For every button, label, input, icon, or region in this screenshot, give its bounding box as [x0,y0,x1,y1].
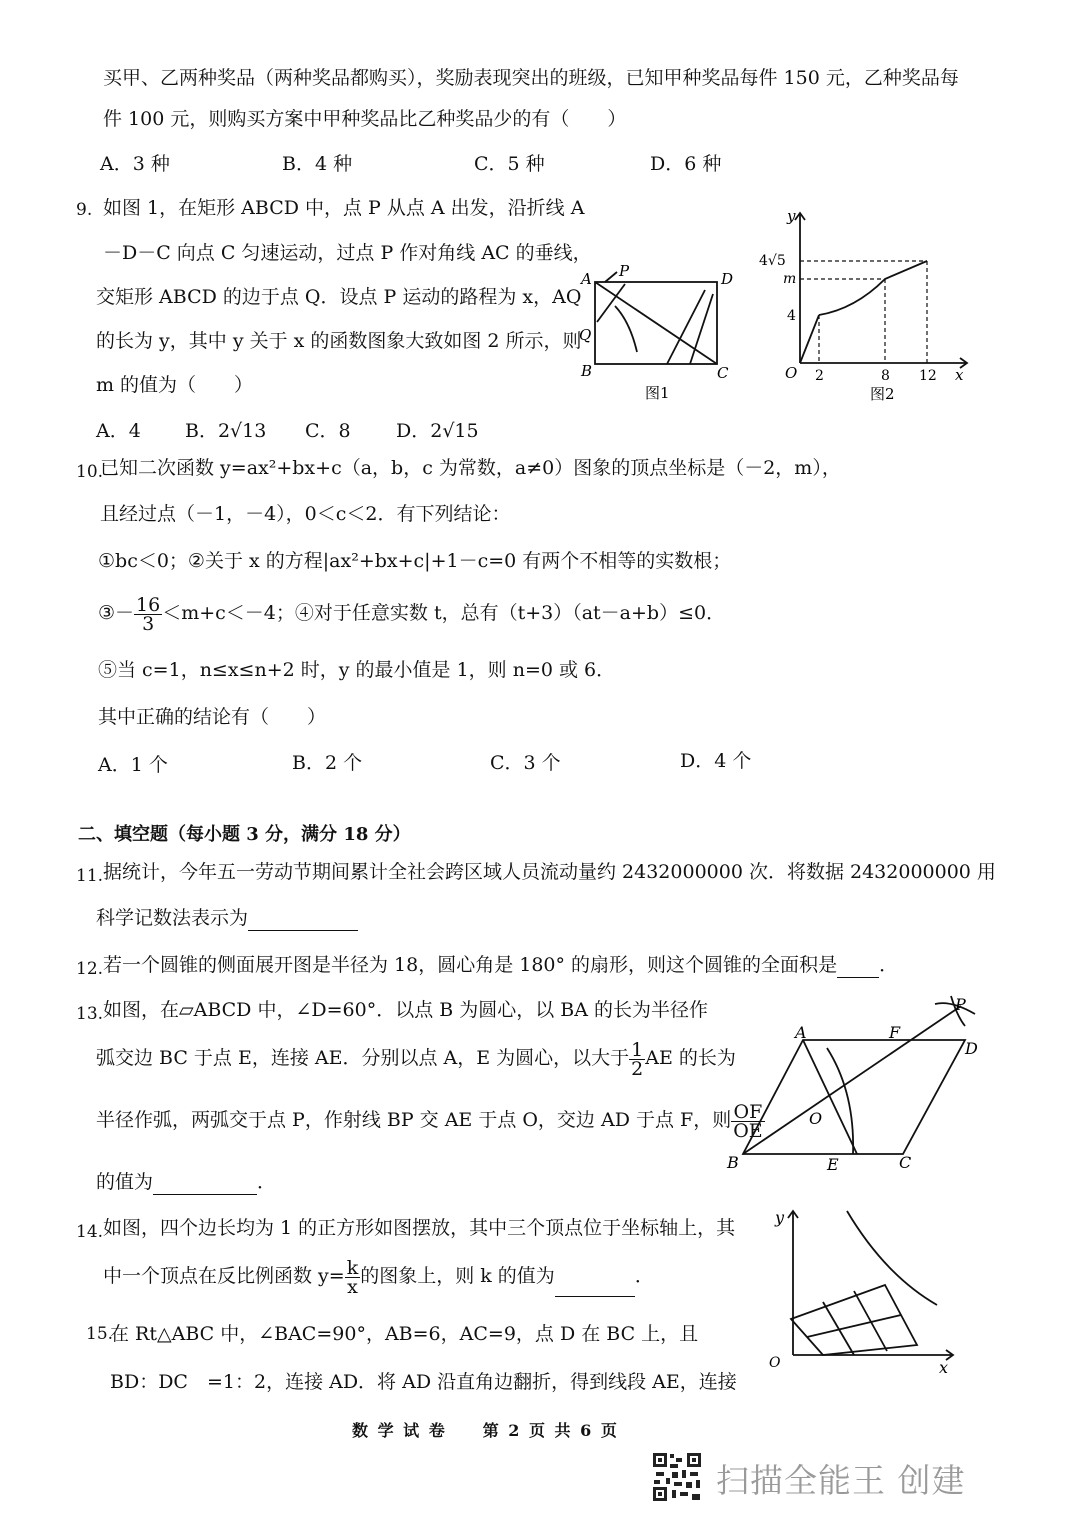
q14-end: ． [634,1265,654,1287]
fig2-xtick-12: 12 [919,368,937,384]
q8-option-c: C．5 种 [474,153,545,175]
q8-option-b: B．4 种 [282,153,353,175]
fig1-label-a: A [581,270,592,288]
q15-line2: BD：DC =1：2，连接 AD．将 AD 沿直角边翻折，得到线段 AE，连接 [110,1371,737,1393]
q14-fig-origin-label: O [769,1355,781,1371]
q10-c3-numerator: 16 [136,593,161,616]
q10-option-d: D．4 个 [680,750,752,772]
q9-option-d: D．2√15 [396,420,479,442]
fig2-xtick-2: 2 [815,368,824,384]
q13-line3 [96,1100,765,1140]
q14-k-numerator: k [346,1256,359,1279]
q13-ratio-denominator: OE [733,1119,763,1142]
scanner-brand-watermark: 扫描全能王 创建 [716,1461,966,1500]
q14-k-over-x [345,1256,361,1298]
q11-line1: 据统计，今年五一劳动节期间累计全社会跨区域人员流动量约 2432000000 次．将数据 2432000000 用 [103,861,996,883]
fig2-x-axis-label: x [955,366,964,384]
q13-line2 [96,1038,736,1078]
q10-conclusion-3-4 [98,593,725,633]
q13-answer-blank[interactable] [153,1170,257,1195]
q12-end: ． [879,954,899,976]
fig2-caption: 图2 [870,385,895,403]
q13-half-numerator: 1 [631,1038,644,1061]
q12-line1-text: 若一个圆锥的侧面展开图是半径为 18，圆心角是 180° 的扇形，则这个圆锥的全面积是 [103,954,838,976]
q10-conclusion-5: ⑤当 c=1，n≤x≤n+2 时，y 的最小值是 1，则 n=0 或 6． [98,659,616,681]
fig1-label-d: D [721,270,734,288]
q10-line1: 已知二次函数 y=ax²+bx+c（a，b，c 为常数，a≠0）图象的顶点坐标是（－2，m）， [100,457,841,479]
q10-c3-prefix: ③－ [98,602,135,624]
q9-line5: m 的值为（ ） [96,374,254,396]
q10-conclusion-1-2: ①bc＜0；②关于 x 的方程|ax²+bx+c|+1－c=0 有两个不相等的实数根； [98,550,732,572]
q14-fig-y-label: y [775,1208,785,1227]
q10-option-b: B．2 个 [292,752,363,774]
q14-x-denominator: x [347,1275,358,1298]
q9-figure2 [755,205,975,405]
q10-line2: 且经过点（－1，－4），0＜c＜2．有下列结论： [100,503,511,525]
fig1-caption: 图1 [645,384,670,402]
fig2-origin-label: O [785,364,798,382]
q9-option-a: A．4 [96,420,141,442]
q8-line2: 件 100 元，则购买方案中甲种奖品比乙种奖品少的有（ ） [103,108,627,130]
q13-half-fraction [629,1038,645,1080]
q10-number: 10. [76,462,104,482]
fig1-label-q: Q [579,326,592,344]
q13-fig-label-a: A [795,1023,807,1042]
q14-line2 [103,1256,654,1297]
fig2-xtick-8: 8 [881,368,890,384]
q14-figure [765,1205,965,1375]
q13-fig-label-c: C [899,1153,912,1172]
q14-line1: 如图，四个边长均为 1 的正方形如图摆放，其中三个顶点位于坐标轴上，其 [103,1217,736,1239]
q13-number: 13. [76,1004,104,1024]
q11-answer-blank[interactable] [248,906,358,931]
page-footer: 数 学 试 卷 第 2 页 共 6 页 [352,1421,619,1440]
q13-figure [725,992,995,1177]
q8-line1: 买甲、乙两种奖品（两种奖品都购买），奖励表现突出的班级，已知甲种奖品每件 150 元，乙种奖品每 [103,67,959,89]
qr-code-icon [652,1452,702,1502]
q9-line3: 交矩形 ABCD 的边于点 Q．设点 P 运动的路程为 x，AQ [96,286,582,308]
q9-line4: 的长为 y，其中 y 关于 x 的函数图象大致如图 2 所示，则 [96,330,582,352]
q9-number: 9. [76,200,93,220]
q10-c3-suffix: ＜m+c＜－4；④对于任意实数 t，总有（t+3）（at－a+b）≤0． [162,602,726,624]
q13-fig-label-f: F [889,1023,901,1042]
q11-line2-text: 科学记数法表示为 [96,907,249,929]
fig1-label-c: C [717,364,729,382]
q13-line4 [96,1170,276,1195]
q13-half-denominator: 2 [631,1057,644,1080]
q10-option-c: C．3 个 [490,752,561,774]
q8-option-a: A．3 种 [100,153,170,175]
q13-line3-prefix: 半径作弧，两弧交于点 P，作射线 BP 交 AE 于点 O，交边 AD 于点 F，则 [96,1109,732,1131]
q13-fig-label-p: P [955,995,966,1014]
q13-line2-prefix: 弧交边 BC 于点 E，连接 AE．分别以点 A，E 为圆心，以大于 [96,1047,630,1069]
q10-c3-denominator: 3 [142,612,155,635]
fig2-ytick-4root5: 4√5 [759,253,786,269]
q9-line2: －D－C 向点 C 匀速运动，过点 P 作对角线 AC 的垂线， [103,242,592,264]
q14-fig-x-label: x [939,1358,949,1377]
q12-number: 12. [76,959,104,979]
q13-fig-label-d: D [965,1039,978,1058]
q14-answer-blank[interactable] [555,1256,635,1297]
q13-fig-label-b: B [727,1153,739,1172]
q12-line1 [103,953,898,978]
q13-fig-label-e: E [827,1155,839,1174]
q13-fig-label-o: O [809,1109,823,1128]
fig2-ytick-m: m [783,271,797,287]
q9-figure1 [575,262,745,402]
q13-ratio-numerator: OF [731,1103,764,1122]
q14-number: 14. [76,1222,104,1242]
q15-number: 15. [86,1324,114,1344]
q14-line2-prefix: 中一个顶点在反比例函数 y= [103,1265,345,1287]
q11-number: 11. [76,866,104,886]
fig1-label-p: P [619,262,630,280]
q15-line1: 在 Rt△ABC 中，∠BAC=90°，AB=6，AC=9，点 D 在 BC 上，且 [110,1323,699,1345]
q10-option-a: A．1 个 [98,754,168,776]
q10-question: 其中正确的结论有（ ） [98,706,327,728]
q12-answer-blank[interactable] [837,953,879,978]
q10-c3-fraction [134,593,162,635]
q9-line1: 如图 1，在矩形 ABCD 中，点 P 从点 A 出发，沿折线 A [103,197,585,219]
q11-line2 [96,906,358,931]
fig2-ytick-4: 4 [787,308,796,324]
q9-option-c: C．8 [305,420,351,442]
q8-option-d: D．6 种 [650,153,722,175]
fig2-y-axis-label: y [787,207,796,225]
q13-line2-suffix: AE 的长为 [645,1047,736,1069]
q13-end: ． [257,1171,277,1193]
q13-line4-text: 的值为 [96,1171,154,1193]
q14-line2-suffix: 的图象上，则 k 的值为 [360,1265,555,1287]
section-2-title: 二、填空题（每小题 3 分，满分 18 分） [78,824,411,845]
q13-line1: 如图，在▱ABCD 中，∠D=60°．以点 B 为圆心，以 BA 的长为半径作 [103,999,709,1021]
fig1-label-b: B [581,362,593,380]
q9-option-b: B．2√13 [185,420,267,442]
